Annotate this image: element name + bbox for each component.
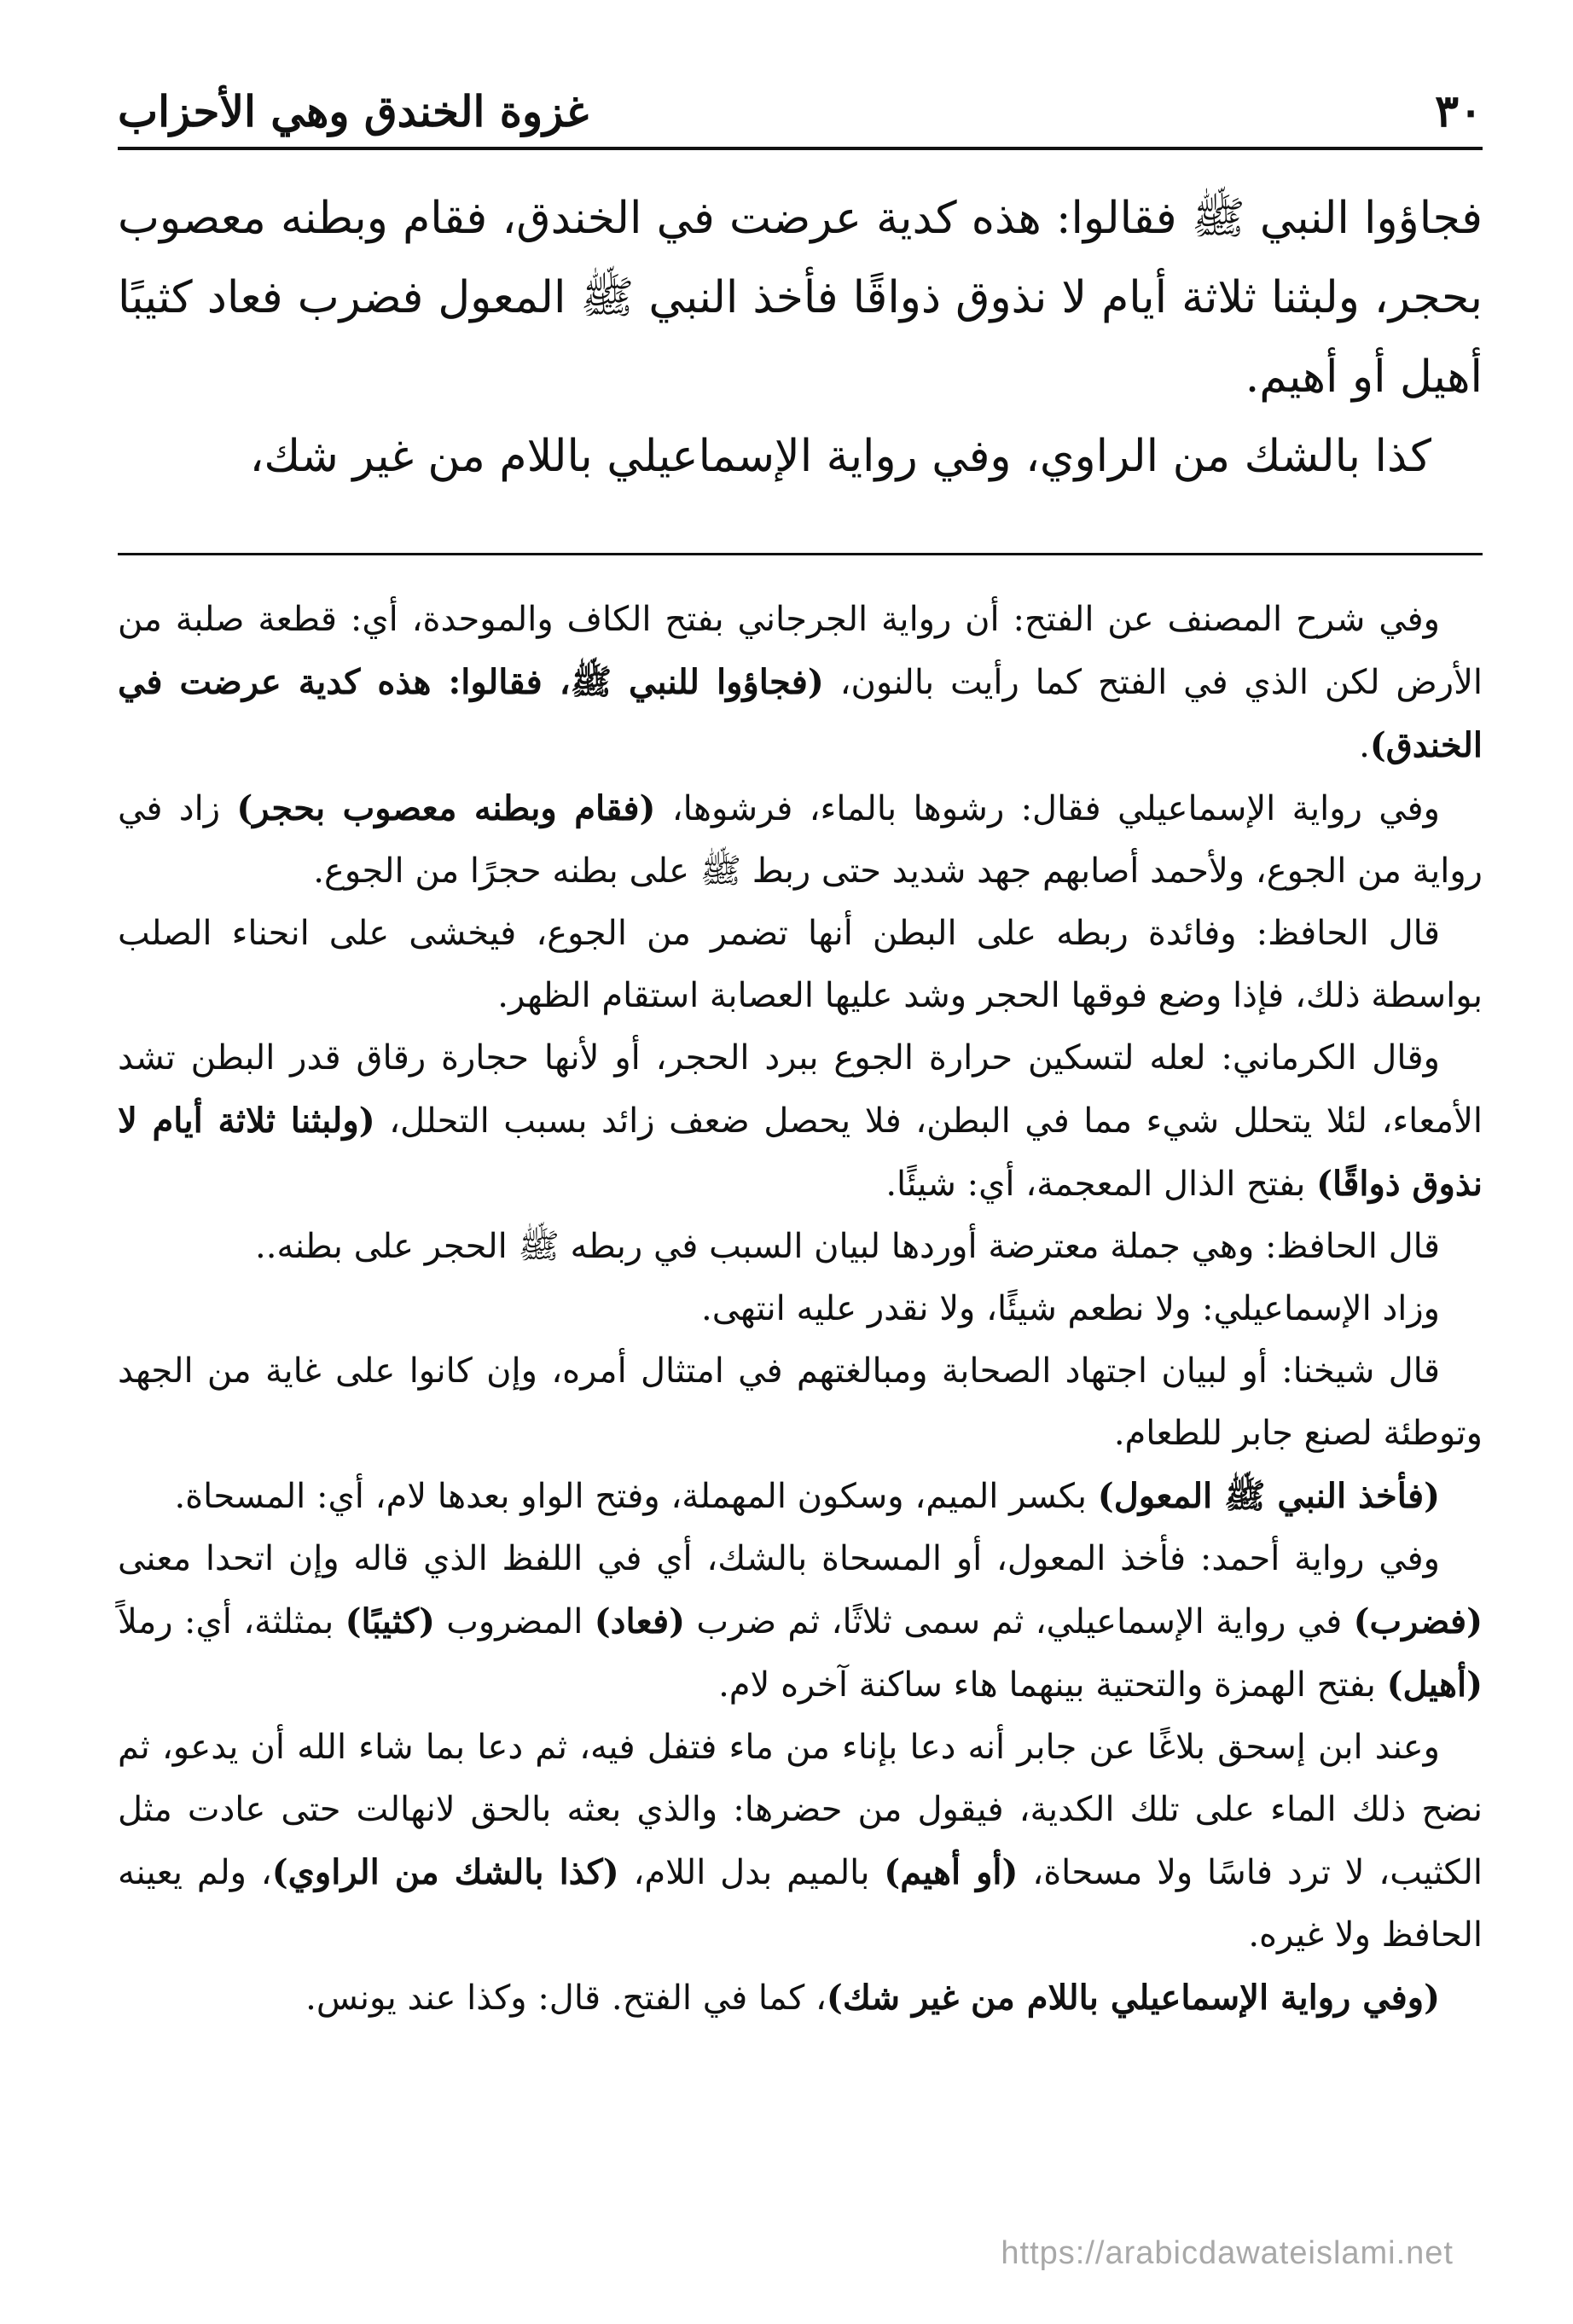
header-rule: [118, 147, 1483, 150]
commentary-text: وفي رواية أحمد: فأخذ المعول، أو المسحاة بالشك، أي في اللفظ الذي قاله وإن اتحدا معنى: [118, 1539, 1440, 1578]
commentary-text: قال الحافظ: وفائدة ربطه على البطن أنها تضمر من الجوع، فيخشى على انحناء الصلب بواسطة ذلك، فإذا وضع فوقها الحجر وشد عليها العصابة استقام الظهر.: [118, 914, 1483, 1015]
commentary-paragraph: [118, 1278, 1483, 1340]
commentary-paragraph: [118, 1967, 1483, 2030]
commentary-text: المضروب: [434, 1602, 595, 1641]
commentary-paragraph: [118, 1216, 1483, 1278]
commentary-text: قال شيخنا: أو لبيان اجتهاد الصحابة ومبالغتهم في امتثال أمره، وإن كانوا على غاية من الجهد وتوطئة لصنع جابر للطعام.: [118, 1351, 1483, 1453]
commentary-text: في رواية الإسماعيلي، ثم سمى ثلاثًا، ثم ضرب: [685, 1602, 1354, 1641]
commentary-text: وفي شرح المصنف عن الفتح: أن رواية الجرجاني بفتح الكاف والموحدة، أي: قطعة صلبة من الأرض لكن الذي في الفتح كما رأيت بالنون،: [118, 600, 1483, 702]
watermark-url: https://arabicdawateislami.net: [1001, 2235, 1454, 2271]
commentary: [118, 589, 1483, 2030]
commentary-text: ، كما في الفتح. قال: وكذا عند يونس.: [305, 1978, 827, 2018]
commentary-text: ، ولم يعينه الحافظ ولا غيره.: [118, 1853, 1483, 1955]
commentary-text: بالميم بدل اللام،: [618, 1853, 885, 1892]
commentary-text: زاد في رواية من الجوع، ولأحمد أصابهم جهد شديد حتى ربط ﷺ على بطنه حجرًا من الجوع.: [118, 789, 1483, 891]
commentary-paragraph: [118, 1717, 1483, 1967]
page-header: [118, 81, 1483, 141]
commentary-text: قال الحافظ: وهي جملة معترضة أوردها لبيان السبب في ربطه ﷺ الحجر على بطنه..: [254, 1227, 1440, 1266]
quoted-text: (فضرب): [1353, 1601, 1483, 1641]
commentary-text: وعند ابن إسحق بلاغًا عن جابر أنه دعا بإناء من ماء فتفل فيه، ثم دعا بما شاء الله أن يدعو، ثم نضح ذلك الماء على تلك الكدية، فيقول من حضرها: والذي بعثه بالحق لانهالت حتى عادت مثل الكثيب، لا ترد فاسًا ولا مسحاة،: [118, 1728, 1483, 1892]
running-title: غزوة الخندق وهي الأحزاب: [118, 85, 589, 137]
quoted-text: (فجاؤوا للنبي ﷺ، فقالوا: هذه كدية عرضت في الخندق): [118, 662, 1483, 765]
quoted-text: (كذا بالشك من الراوي): [271, 1852, 619, 1892]
commentary-paragraph: [118, 1465, 1483, 1528]
quoted-text: (أو أهيم): [884, 1852, 1019, 1892]
commentary-text: وفي رواية الإسماعيلي فقال: رشوها بالماء، فرشوها،: [655, 789, 1440, 828]
commentary-paragraph: [118, 903, 1483, 1027]
main-paragraph: كذا بالشك من الراوي، وفي رواية الإسماعيلي باللام من غير شك،: [249, 431, 1431, 482]
commentary-text: بفتح الهمزة والتحتية بينهما هاء ساكنة آخره لام.: [718, 1665, 1387, 1705]
commentary-paragraph: [118, 1340, 1483, 1465]
commentary-paragraph: [118, 1027, 1483, 1216]
commentary-text: بمثلثة، أي: رملاً: [118, 1602, 345, 1641]
commentary-paragraph: [118, 777, 1483, 903]
commentary-paragraph: [118, 589, 1483, 777]
quoted-text: (فأخذ النبي ﷺ المعول): [1097, 1476, 1440, 1516]
quoted-text: (كثيبًا): [345, 1601, 435, 1641]
text-commentary-separator: [118, 553, 1483, 555]
quoted-text: (ولبثنا ثلاثة أيام لا نذوق ذواقًا): [118, 1101, 1483, 1204]
commentary-text: وقال الكرماني: لعله لتسكين حرارة الجوع ببرد الحجر، أو لأنها حجارة رقاق قدر البطن تشد الأمعاء، لئلا يتحلل شيء مما في البطن، فلا يحصل ضعف زائد بسبب التحلل،: [118, 1038, 1483, 1141]
commentary-text: .: [1359, 726, 1370, 765]
commentary-text: بكسر الميم، وسكون المهملة، وفتح الواو بعدها لام، أي: المسحاة.: [174, 1477, 1098, 1516]
quoted-text: (فقام وبطنه معصوب بحجر): [236, 788, 656, 828]
commentary-text: بفتح الذال المعجمة، أي: شيئًا.: [885, 1165, 1317, 1204]
commentary-paragraph: [118, 1528, 1483, 1717]
quoted-text: (وفي رواية الإسماعيلي باللام من غير شك): [826, 1978, 1440, 2018]
main-paragraph: فجاؤوا النبي ﷺ فقالوا: هذه كدية عرضت في الخندق، فقام وبطنه معصوب بحجر، ولبثنا ثلاثة أيام لا نذوق ذواقًا فأخذ النبي ﷺ المعول فضرب فعاد كثيبًا أهيل أو أهيم.: [118, 193, 1483, 403]
main-text: [118, 179, 1483, 497]
page-number: ٣٠: [1435, 84, 1483, 137]
commentary-text: وزاد الإسماعيلي: ولا نطعم شيئًا، ولا نقدر عليه انتهى.: [700, 1289, 1440, 1328]
quoted-text: (أهيل): [1386, 1665, 1483, 1705]
quoted-text: (فعاد): [594, 1601, 686, 1641]
